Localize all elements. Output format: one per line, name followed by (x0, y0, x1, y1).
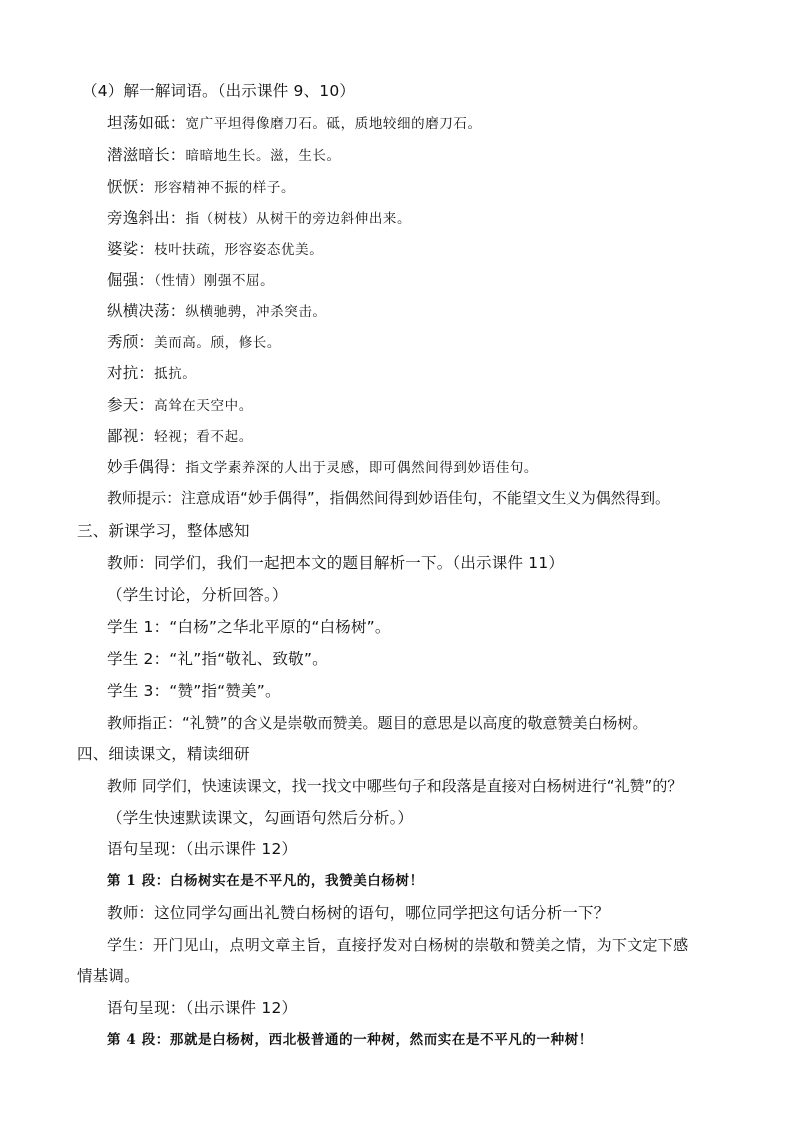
vocab-term: 妙手偶得： (107, 458, 186, 476)
vocab-definition: （性情）刚强不屈。 (154, 273, 275, 289)
vocab-item (107, 331, 281, 354)
vocab-item (107, 456, 538, 479)
section-4-teacher: 教师 同学们，快速读课文，找一找文中哪些句子和段落是直接对白杨树进行“礼赞”的？ (107, 777, 683, 795)
vocab-item (107, 362, 196, 385)
section-4-present-1: 语句呈现：（出示课件 12） (107, 840, 298, 858)
vocab-term: 恹恹： (107, 178, 155, 196)
vocab-definition: 纵横驰骋，冲杀突击。 (185, 304, 327, 320)
section-3-student-3: 学生 3：“赞”指“赞美”。 (107, 682, 281, 700)
vocab-term: 参天： (107, 396, 155, 414)
section-3-title: 三、新课学习，整体感知 (77, 522, 250, 540)
vocab-definition: 宽广平坦得像磨刀石。砥，质地较细的磨刀石。 (185, 116, 482, 132)
vocab-definition: 美而高。颀，修长。 (154, 335, 282, 351)
vocab-definition: 指文学素养深的人出于灵感，即可偶然间得到妙语佳句。 (185, 460, 539, 476)
vocab-definition: 指（树枝）从树干的旁边斜伸出来。 (185, 211, 412, 227)
vocab-item (107, 112, 482, 135)
vocab-definition: 形容精神不振的样子。 (154, 180, 296, 196)
vocab-term: 坦荡如砥： (107, 114, 186, 132)
vocab-definition: 枝叶扶疏，形容姿态优美。 (154, 242, 324, 258)
vocab-term: 秀颀： (107, 333, 155, 351)
section-4-quote-1: 第 1 段：白杨树实在是不平凡的，我赞美白杨树！ (107, 873, 424, 889)
vocab-definition: 轻视；看不起。 (154, 429, 253, 445)
vocab-item (107, 394, 253, 417)
vocab-definition: 抵抗。 (154, 366, 197, 382)
section-4-read: （学生快速默读课文，勾画语句然后分析。） (107, 809, 414, 827)
vocab-term: 对抗： (107, 364, 155, 382)
vocab-item (107, 238, 323, 261)
section-3-teacher: 教师：同学们，我们一起把本文的题目解析一下。（出示课件 11） (107, 554, 565, 572)
section-4-teacher-2: 教师：这位同学勾画出礼赞白杨树的语句，哪位同学把这句话分析一下？ (107, 904, 610, 922)
vocab-item (107, 425, 253, 448)
section-4-quote-4: 第 4 段：那就是白杨树，西北极普通的一种树，然而实在是不平凡的一种树！ (107, 1032, 593, 1048)
vocab-term: 潜滋暗长： (107, 146, 186, 164)
vocab-item (107, 269, 274, 292)
vocab-term: 鄙视： (107, 427, 155, 445)
vocab-term: 纵横决荡： (107, 302, 186, 320)
section-4-student-line-2: 情基调。 (77, 967, 140, 985)
teacher-hint: 教师提示：注意成语“妙手偶得”，指偶然间得到妙语佳句，不能望文生义为偶然得到。 (107, 490, 670, 507)
vocab-item (107, 176, 295, 199)
section-4-title: 四、细读课文，精读细研 (77, 745, 250, 763)
vocab-definition: 高耸在天空中。 (154, 398, 253, 414)
section-3-discuss: （学生讨论，分析回答。） (107, 586, 288, 604)
section-3-student-1: 学生 1：“白杨”之华北平原的“白杨树”。 (107, 618, 391, 636)
section-3-student-2: 学生 2：“礼”指“敬礼、致敬”。 (107, 650, 328, 668)
vocab-item (107, 300, 327, 323)
vocab-item (107, 144, 341, 167)
vocab-term: 旁逸斜出： (107, 209, 186, 227)
section-4-present-2: 语句呈现：（出示课件 12） (107, 999, 298, 1017)
vocab-item (107, 207, 411, 230)
vocab-heading: （4）解一解词语。（出示课件 9、10） (82, 82, 356, 100)
section-3-correction: 教师指正：“礼赞”的含义是崇敬而赞美。题目的意思是以高度的敬意赞美白杨树。 (107, 714, 648, 732)
vocab-term: 倔强： (107, 271, 155, 289)
vocab-term: 婆娑： (107, 240, 155, 258)
section-4-student-line-1: 学生：开门见山，点明文章主旨，直接抒发对白杨树的崇敬和赞美之情，为下文定下感 (107, 936, 689, 954)
vocab-definition: 暗暗地生长。滋，生长。 (185, 148, 341, 164)
